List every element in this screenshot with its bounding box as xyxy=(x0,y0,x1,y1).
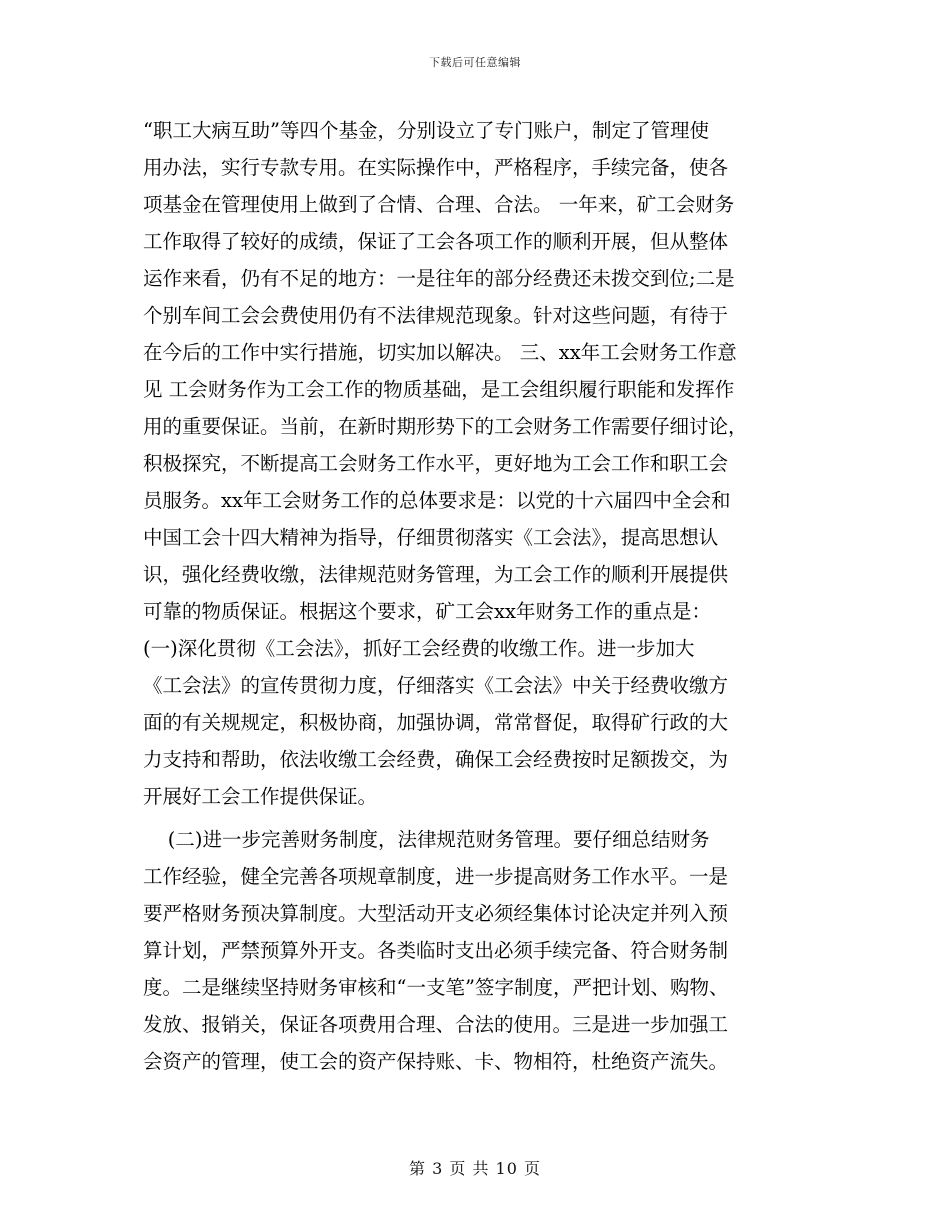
body-line: 力支持和帮助，依法收缴工会经费，确保工会经费按时足额拨交，为 xyxy=(143,748,729,771)
body-line: 员服务。xx年工会财务工作的总体要求是：以党的十六届四中全会和 xyxy=(143,489,731,512)
body-line: 工作取得了较好的成绩，保证了工会各项工作的顺利开展，但从整体 xyxy=(143,230,729,253)
document-body xyxy=(143,112,815,1080)
body-line: 中国工会十四大精神为指导，仔细贯彻落实《工会法》，提高思想认 xyxy=(143,526,719,549)
body-line: 会资产的管理，使工会的资产保持账、卡、物相符，杜绝资产流失。 xyxy=(143,1050,729,1073)
body-line: 工作经验，健全完善各项规章制度，进一步提高财务工作水平。一是 xyxy=(143,865,729,888)
page-number: 第 3 页 共 10 页 xyxy=(409,1159,541,1178)
body-line: 识，强化经费收缴，法律规范财务管理，为工会工作的顺利开展提供 xyxy=(143,563,729,586)
body-line: 项基金在管理使用上做到了合情、合理、合法。 一年来，矿工会财务 xyxy=(143,193,735,216)
body-line: 可靠的物质保证。根据这个要求，矿工会xx年财务工作的重点是： xyxy=(143,600,711,623)
body-line: 运作来看，仍有不足的地方：一是往年的部分经费还未拨交到位;二是 xyxy=(143,267,735,290)
body-line: 用的重要保证。当前，在新时期形势下的工会财务工作需要仔细讨论， xyxy=(143,415,748,438)
body-line: (二)进一步完善财务制度，法律规范财务管理。要仔细总结财务 xyxy=(143,828,710,851)
body-line: 个别车间工会会费使用仍有不法律规范现象。针对这些问题，有待于 xyxy=(143,304,729,327)
body-line: 面的有关规规定，积极协商，加强协调，常常督促，取得矿行政的大 xyxy=(143,711,729,734)
body-line: (一)深化贯彻《工会法》，抓好工会经费的收缴工作。进一步加大 xyxy=(143,637,695,660)
body-line: 开展好工会工作提供保证。 xyxy=(143,785,378,808)
body-line: 积极探究，不断提高工会财务工作水平，更好地为工会工作和职工会 xyxy=(143,452,729,475)
body-line: “职工大病互助”等四个基金，分别设立了专门账户，制定了管理使 xyxy=(143,119,709,142)
body-line: 见 工会财务作为工会工作的物质基础，是工会组织履行职能和发挥作 xyxy=(143,378,735,401)
page-header: 下载后可任意编辑 xyxy=(429,56,521,69)
body-line: 算计划，严禁预算外开支。各类临时支出必须手续完备、符合财务制 xyxy=(143,939,729,962)
body-line: 要严格财务预决算制度。大型活动开支必须经集体讨论决定并列入预 xyxy=(143,902,729,925)
body-line: 发放、报销关，保证各项费用合理、合法的使用。三是进一步加强工 xyxy=(143,1013,729,1036)
body-line: 度。二是继续坚持财务审核和“一支笔”签字制度，严把计划、购物、 xyxy=(143,976,729,999)
body-line: 在今后的工作中实行措施，切实加以解决。 三、xx年工会财务工作意 xyxy=(143,341,737,364)
body-line: 《工会法》的宣传贯彻力度，仔细落实《工会法》中关于经费收缴方 xyxy=(143,674,729,697)
body-line: 用办法，实行专款专用。在实际操作中，严格程序，手续完备，使各 xyxy=(143,156,729,179)
